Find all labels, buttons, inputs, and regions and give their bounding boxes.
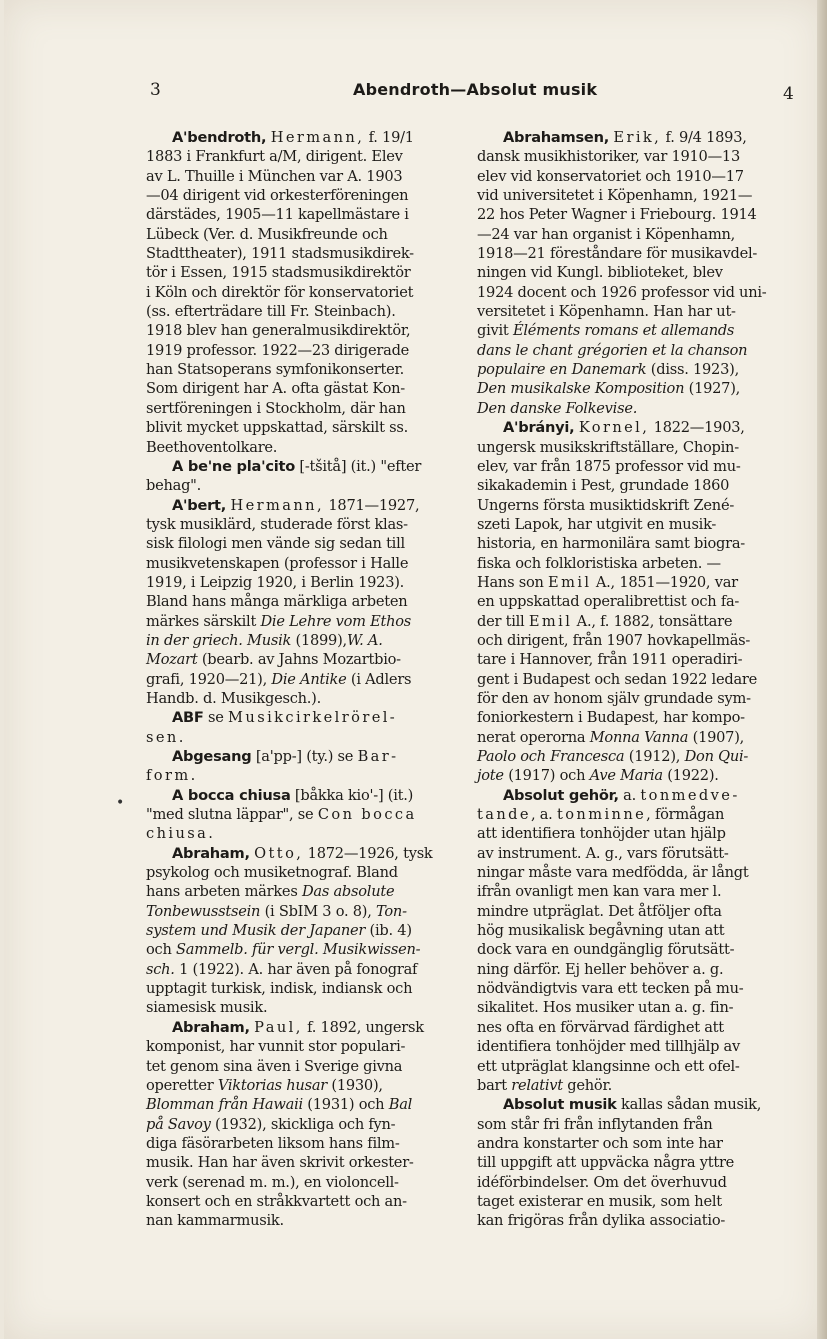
- entry-line: upptagit turkisk, indisk, indiansk och: [146, 980, 413, 998]
- headword: Absolut gehör,: [503, 786, 619, 804]
- entry-line: Paolo och Francesca (1912), Don Qui-: [477, 748, 749, 765]
- entry-line: komponist, har vunnit stor populari-: [146, 1038, 406, 1056]
- headword: Abgesang: [172, 748, 252, 765]
- entry-line: att identifiera tonhöjder utan hjälp: [477, 825, 726, 843]
- entry-line: system und Musik der Japaner (ib. 4): [146, 922, 412, 940]
- entry-line: behag".: [146, 477, 202, 495]
- entry-line: form.: [146, 767, 198, 785]
- entry-line: Beethoventolkare.: [146, 438, 278, 456]
- entry-line: av instrument. A. g., vars förutsätt-: [477, 844, 729, 862]
- entry-line: ifrån ovanligt men kan vara mer l.: [477, 883, 722, 901]
- entry-line: blivit mycket uppskattad, särskilt ss.: [146, 419, 408, 437]
- entry-line: Den danske Folkevise.: [477, 399, 638, 417]
- entry-line: Mozart (bearb. av Jahns Mozartbio-: [146, 651, 401, 669]
- entry-line: grafi, 1920—21), Die Antike (i Adlers: [146, 670, 412, 688]
- entry-line: Den musikalske Komposition (1927),: [477, 380, 741, 398]
- entry-line: han Statsoperans symfonikonserter.: [146, 361, 404, 379]
- headword: A bocca chiusa: [172, 786, 291, 804]
- entry-line: sch. 1 (1922). A. har även på fonograf: [146, 960, 418, 978]
- entry-line: mindre utpräglat. Det åtföljer ofta: [477, 902, 722, 920]
- entry-abendroth: A'bendroth, Hermann, f. 19/1 1883 i Frankfurt a/M, dirigent. Elev av L. Thuille i München var A. 1903 —04 dirigent vid orkesterföreningen därstädes, 1905—11 kapellmästare i Lübeck (Ver. d. Musikfreunde och Stadttheater), 1911 stadsmusikdirek- tör i Essen, 1915 stadsmusikdirektör i Köln och direktör för konservatoriet (ss. efterträdare till Fr. Steinbach). 1918 blev han generalmusikdirektör, 1919 professor. 1922—23 dirigerade han Statsoperans symfonikonserter. Som dirigent har A. ofta gästat Kon- sertföreningen i Stockholm, där han blivit mycket uppskattad, särskilt ss. Beethoventolkare.: [146, 128, 460, 457]
- page-header: [0, 80, 827, 110]
- entry-abert: A'bert, Hermann, 1871—1927, tysk musiklärd, studerade först klas- sisk filologi men vände sig sedan till musikvetenskapen (professor i Halle 1919, i Leipzig 1920, i Berlin 1923). Bland hans många märkliga arbeten märkes särskilt Die Lehre vom Ethos in der griech. Musik (1899),W. A. Mozart (bearb. av Jahns Mozartbio- grafi, 1920—21), Die Antike (i Adlers Handb. d. Musikgesch.).: [146, 496, 460, 709]
- entry-abrahamsen: Abrahamsen, Erik, f. 9/4 1893, dansk musikhistoriker, var 1910—13 elev vid konservatoriet och 1910—17 vid universitetet i Köpenhamn, 1921— 22 hos Peter Wagner i Friebourg. 1914 —24 var han organist i Köpenhamn, 1918—21 föreståndare för musikavdel- ningen vid Kungl. biblioteket, blev 1924 docent och 1926 professor vid uni- versitetet i Köpenhamn. Han har ut- givit Éléments romans et allemands dans le chant grégorien et la chanson populaire en Danemark (diss. 1923), Den musikalske Komposition (1927), Den danske Folkevise.: [477, 128, 791, 418]
- entry-line: idéförbindelser. Om det överhuvud: [477, 1173, 727, 1191]
- entry-line: kan frigöras från dylika associatio-: [477, 1212, 726, 1230]
- right-column: [477, 128, 791, 1231]
- entry-line: 1918 blev han generalmusikdirektör,: [146, 322, 411, 340]
- entry-absolut-gehor: Absolut gehör, a. tonmedve- tande, a. tonminne, förmågan att identifiera tonhöjder utan hjälp av instrument. A. g., vars förutsätt- ningar måste vara medfödda, är långt ifrån ovanligt men kan vara mer l. mindre utpräglat. Det åtföljer ofta hög musikalisk begåvning utan att dock vara en oundgänglig förutsätt- ning därför. Ej heller behöver a. g. nödvändigtvis vara ett tecken på mu- sikalitet. Hos musiker utan a. g. fin- nes ofta en förvärvad färdighet att identifiera tonhöjder med tillhjälp av ett utpräglat klangsinne och ett ofel- bart relativt gehör.: [477, 786, 791, 1096]
- page-number-right: 4: [783, 84, 794, 104]
- entry-abf: ABF se Musikcirkelrörel- sen.: [146, 708, 460, 747]
- entry-line: ning därför. Ej heller behöver a. g.: [477, 960, 724, 978]
- entry-line: 1924 docent och 1926 professor vid uni-: [477, 283, 767, 301]
- entry-line: sisk filologi men vände sig sedan till: [146, 535, 405, 553]
- entry-line: hans arbeten märkes Das absolute: [146, 883, 395, 901]
- entry-line: ett utpräglat klangsinne och ett ofel-: [477, 1057, 740, 1075]
- entry-line: tare i Hannover, från 1911 operadiri-: [477, 651, 743, 669]
- entry-line: ningar måste vara medfödda, är långt: [477, 864, 749, 882]
- entry-line: —24 var han organist i Köpenhamn,: [477, 225, 736, 243]
- entry-line: nan kammarmusik.: [146, 1212, 284, 1230]
- entry-line: Bland hans många märkliga arbeten: [146, 593, 408, 611]
- entry-line: för den av honom själv grundade sym-: [477, 689, 751, 707]
- headword: A be'ne pla'cito: [172, 457, 295, 475]
- entry-line: som står fri från inflytanden från: [477, 1115, 713, 1133]
- entry-line: nes ofta en förvärvad färdighet att: [477, 1018, 724, 1036]
- entry-line: Ungerns första musiktidskrift Zené-: [477, 496, 735, 514]
- entry-line: av L. Thuille i München var A. 1903: [146, 167, 403, 185]
- entry-line: nödvändigtvis vara ett tecken på mu-: [477, 980, 744, 998]
- entry-line: på Savoy (1932), skickliga och fyn-: [146, 1115, 396, 1133]
- entry-line: märkes särskilt Die Lehre vom Ethos: [146, 612, 412, 630]
- entry-abranyi: A'brányi, Kornel, 1822—1903, ungersk musikskriftställare, Chopin- elev, var från 1875 professor vid mu- sikakademin i Pest, grundade 1860 Ungerns första musiktidskrift Zené- szeti Lapok, har utgivit en musik- historia, en harmonilära samt biogra- fiska och folkloristiska arbeten. — Hans son Emil A., 1851—1920, var en uppskattad operalibrettist och fa- der till Emil A., f. 1882, tonsättare och dirigent, från 1907 hovkapellmäs- tare i Hannover, från 1911 operadiri- gent i Budapest och sedan 1922 ledare för den av honom själv grundade sym- foniorkestern i Budapest, har kompo- nerat operorna Monna Vanna (1907), Paolo och Francesca (1912), Don Qui- jote (1917) och Ave Maria (1922).: [477, 418, 791, 786]
- headword: Abraham,: [172, 1018, 250, 1036]
- entry-line: vid universitetet i Köpenhamn, 1921—: [477, 187, 753, 205]
- entry-line: chiusa.: [146, 825, 216, 843]
- headword: A'bendroth,: [172, 129, 267, 146]
- entry-line: elev vid konservatoriet och 1910—17: [477, 167, 744, 185]
- entry-line: diga fäsörarbeten liksom hans film-: [146, 1134, 400, 1152]
- entry-line: Blomman från Hawaii (1931) och Bal: [146, 1096, 413, 1114]
- entry-line: taget existerar en musik, som helt: [477, 1192, 722, 1210]
- entry-line: därstädes, 1905—11 kapellmästare i: [146, 206, 409, 224]
- entry-line: sikakademin i Pest, grundade 1860: [477, 477, 730, 495]
- headword: A'brányi,: [503, 419, 575, 437]
- entry-line: Handb. d. Musikgesch.).: [146, 689, 322, 707]
- entry-line: musik. Han har även skrivit orkester-: [146, 1154, 414, 1172]
- entry-line: gent i Budapest och sedan 1922 ledare: [477, 670, 758, 688]
- entry-line: (ss. efterträdare till Fr. Steinbach).: [146, 303, 396, 321]
- entry-line: tande, a. tonminne, förmågan: [477, 806, 725, 824]
- entry-line: "med slutna läppar", se Con bocca: [146, 806, 417, 824]
- entry-line: sen.: [146, 728, 186, 746]
- entry-line: tet genom sina även i Sverige givna: [146, 1057, 403, 1075]
- entry-line: 1919 professor. 1922—23 dirigerade: [146, 341, 410, 359]
- entry-line: 22 hos Peter Wagner i Friebourg. 1914: [477, 206, 757, 224]
- entry-line: hög musikalisk begåvning utan att: [477, 922, 725, 940]
- entry-line: givit Éléments romans et allemands: [477, 322, 735, 340]
- headword: Absolut musik: [503, 1096, 617, 1114]
- entry-line: ningen vid Kungl. biblioteket, blev: [477, 264, 723, 282]
- entry-line: versitetet i Köpenhamn. Han har ut-: [477, 303, 736, 321]
- entry-line: sikalitet. Hos musiker utan a. g. fin-: [477, 999, 734, 1017]
- entry-line: en uppskattad operalibrettist och fa-: [477, 593, 740, 611]
- entry-line: historia, en harmonilära samt biogra-: [477, 535, 745, 553]
- page-edge: [817, 0, 827, 1339]
- entry-line: 1918—21 föreståndare för musikavdel-: [477, 245, 758, 263]
- entry-line: i Köln och direktör för konservatoriet: [146, 283, 414, 301]
- entry-line: Som dirigent har A. ofta gästat Kon-: [146, 380, 405, 398]
- entry-line: Tonbewusstsein (i SbIM 3 o. 8), Ton-: [146, 902, 407, 920]
- entry-line: konsert och en stråkkvartett och an-: [146, 1192, 407, 1210]
- entry-line: nerat operorna Monna Vanna (1907),: [477, 728, 745, 746]
- headword: Abrahamsen,: [503, 129, 609, 146]
- headword: Abraham,: [172, 844, 250, 862]
- entry-line: Lübeck (Ver. d. Musikfreunde och: [146, 225, 388, 243]
- entry-line: tör i Essen, 1915 stadsmusikdirektör: [146, 264, 411, 282]
- entry-line: fiska och folkloristiska arbeten. —: [477, 554, 721, 572]
- entry-line: 1883 i Frankfurt a/M, dirigent. Elev: [146, 148, 403, 166]
- entry-line: dans le chant grégorien et la chanson: [477, 341, 748, 359]
- entry-line: till uppgift att uppväcka några yttre: [477, 1154, 735, 1172]
- entry-a-bene-placito: A be'ne pla'cito [-tšitå] (it.) "efter behag".: [146, 457, 460, 496]
- entry-line: tysk musiklärd, studerade först klas-: [146, 515, 408, 533]
- entry-line: och Sammelb. für vergl. Musikwissen-: [146, 941, 421, 959]
- entry-line: Stadttheater), 1911 stadsmusikdirek-: [146, 245, 414, 263]
- entry-line: der till Emil A., f. 1882, tonsättare: [477, 612, 733, 630]
- entry-a-bocca-chiusa: A bocca chiusa [båkka kio'-] (it.) "med slutna läppar", se Con bocca chiusa.: [146, 786, 460, 844]
- entry-line: ungersk musikskriftställare, Chopin-: [477, 438, 739, 456]
- entry-line: operetter Viktorias husar (1930),: [146, 1076, 383, 1094]
- margin-mark: •: [116, 795, 125, 811]
- entry-line: siamesisk musik.: [146, 999, 268, 1017]
- running-title: Abendroth—Absolut musik: [353, 80, 598, 99]
- entry-line: in der griech. Musik (1899),W. A.: [146, 631, 383, 649]
- entry-line: populaire en Danemark (diss. 1923),: [477, 361, 739, 379]
- entry-line: —04 dirigent vid orkesterföreningen: [146, 187, 409, 205]
- entry-line: foniorkestern i Budapest, har kompo-: [477, 709, 745, 727]
- entry-line: andra konstarter och som inte har: [477, 1134, 723, 1152]
- left-column: [146, 128, 460, 1231]
- entry-abraham-otto: Abraham, Otto, 1872—1926, tysk psykolog och musiketnograf. Bland hans arbeten märkes Das absolute Tonbewusstsein (i SbIM 3 o. 8), Ton- system und Musik der Japaner (ib. 4) och Sammelb. für vergl. Musikwissen- sch. 1 (1922). A. har även på fonograf upptagit turkisk, indisk, indiansk och siamesisk musik.: [146, 844, 460, 1018]
- entry-line: psykolog och musiketnograf. Bland: [146, 864, 398, 882]
- entry-line: jote (1917) och Ave Maria (1922).: [477, 767, 719, 785]
- entry-line: Hans son Emil A., 1851—1920, var: [477, 573, 738, 591]
- entry-abraham-paul: Abraham, Paul, f. 1892, ungersk komponist, har vunnit stor populari- tet genom sina även i Sverige givna operetter Viktorias husar (1930), Blomman från Hawaii (1931) och Bal på Savoy (1932), skickliga och fyn- diga fäsörarbeten liksom hans film- musik. Han har även skrivit orkester- verk (serenad m. m.), en violoncell- konsert och en stråkkvartett och an- nan kammarmusik.: [146, 1018, 460, 1231]
- entry-line: och dirigent, från 1907 hovkapellmäs-: [477, 631, 751, 649]
- page-number-left: 3: [150, 80, 161, 100]
- entry-line: dansk musikhistoriker, var 1910—13: [477, 148, 740, 166]
- entry-line: verk (serenad m. m.), en violoncell-: [146, 1173, 399, 1191]
- entry-line: dock vara en oundgänglig förutsätt-: [477, 941, 735, 959]
- entry-line: identifiera tonhöjder med tillhjälp av: [477, 1038, 740, 1056]
- headword: A'bert,: [172, 496, 227, 514]
- entry-absolut-musik: Absolut musik kallas sådan musik, som står fri från inflytanden från andra konstarter och som inte har till uppgift att uppväcka några yttre idéförbindelser. Om det överhuvud taget existerar en musik, som helt kan frigöras från dylika associatio-: [477, 1095, 791, 1230]
- entry-abgesang: Abgesang [a'pp-] (ty.) se Bar- form.: [146, 747, 460, 786]
- entry-line: szeti Lapok, har utgivit en musik-: [477, 515, 717, 533]
- entry-line: elev, var från 1875 professor vid mu-: [477, 457, 741, 475]
- entry-line: musikvetenskapen (professor i Halle: [146, 554, 409, 572]
- entry-line: sertföreningen i Stockholm, där han: [146, 399, 406, 417]
- headword: ABF: [172, 709, 204, 727]
- entry-line: 1919, i Leipzig 1920, i Berlin 1923).: [146, 573, 405, 591]
- entry-line: bart relativt gehör.: [477, 1076, 612, 1094]
